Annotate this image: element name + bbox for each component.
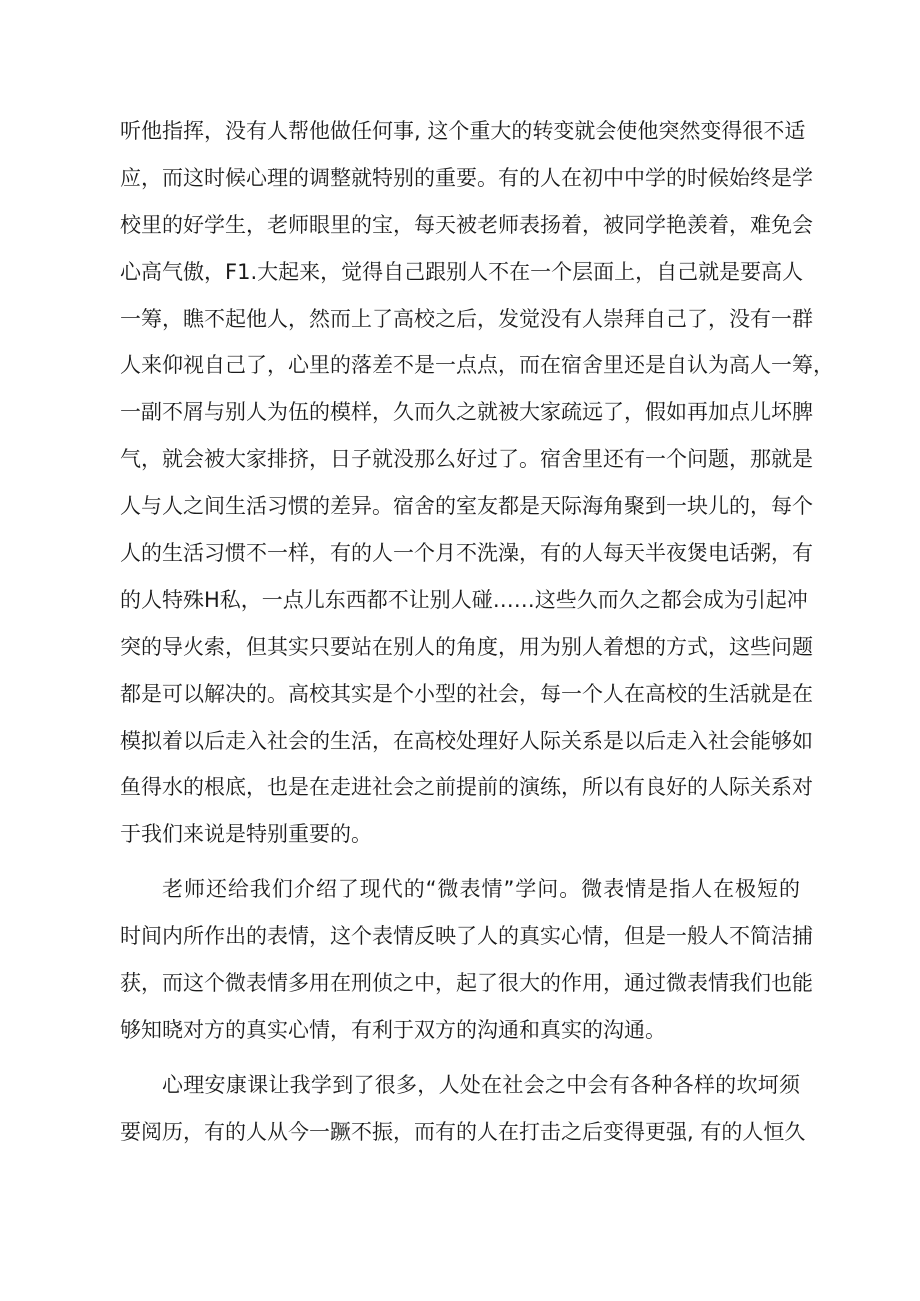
paragraph-gap	[120, 858, 800, 866]
paragraph-2-line-2: 时间内所作出的表情，这个表情反映了人的真实心情，但是一般人不简洁捕	[120, 924, 813, 949]
paragraph-1-line-3: 校里的好学生，老师眼里的宝，每天被老师表扬着，被同学艳羡着，难免会	[120, 212, 813, 237]
paragraph-1-line-15: 鱼得水的根底，也是在走进社会之前提前的演练，所以有良好的人际关系对	[120, 775, 813, 800]
paragraph-3-line-1: 心理安康课让我学到了很多，人处在社会之中会有各种各样的坎坷须	[162, 1072, 800, 1097]
paragraph-1-line-4: 心高气傲，F1.大起来，觉得自己跟别人不在一个层面上，自己就是要高人	[120, 259, 804, 284]
paragraph-1-line-2: 应，而这时候心理的调整就特别的重要。有的人在初中中学的时候始终是学	[120, 165, 813, 190]
paragraph-1-line-7: 一副不屑与别人为伍的模样，久而久之就被大家疏远了，假如再加点儿坏脾	[120, 400, 813, 425]
paragraph-1-line-13: 都是可以解决的。高校其实是个小型的社会，每一个人在高校的生活就是在	[120, 681, 813, 706]
paragraph-1-line-8: 气，就会被大家排挤，日子就没那么好过了。宿舍里还有一个问题，那就是	[120, 447, 813, 472]
paragraph-1-line-6: 人来仰视自己了，心里的落差不是一点点，而在宿舍里还是自认为高人一筹，	[120, 353, 834, 378]
document-body	[120, 108, 834, 1156]
paragraph-2-line-4: 够知晓对方的真实心情，有利于双方的沟通和真实的沟通。	[120, 1017, 666, 1042]
paragraph-1-line-14: 模拟着以后走入社会的生活，在高校处理好人际关系是以后走入社会能够如	[120, 728, 813, 753]
paragraph-1-line-11: 的人特殊H私，一点儿东西都不让别人碰……这些久而久之都会成为引起冲	[120, 587, 808, 612]
paragraph-1-line-10: 人的生活习惯不一样，有的人一个月不洗澡，有的人每天半夜煲电话粥，有	[120, 541, 813, 566]
paragraph-1-line-5: 一筹，瞧不起他人，然而上了高校之后，发觉没有人崇拜自己了，没有一群	[120, 306, 813, 331]
paragraph-1-line-9: 人与人之间生活习惯的差异。宿舍的室友都是天际海角聚到一块儿的，每个	[120, 494, 813, 519]
paragraph-gap	[120, 1054, 800, 1062]
paragraph-1-line-12: 突的导火索，但其实只要站在别人的角度，用为别人着想的方式，这些问题	[120, 634, 813, 659]
paragraph-2-line-1: 老师还给我们介绍了现代的“微表情”学问。微表情是指人在极短的	[162, 877, 800, 902]
paragraph-3-line-2: 要阅历，有的人从今一蹶不振，而有的人在打击之后变得更强, 有的人恒久	[120, 1119, 806, 1144]
paragraph-2-line-3: 获，而这个微表情多用在刑侦之中，起了很大的作用，通过微表情我们也能	[120, 971, 813, 996]
paragraph-1-line-1: 听他指挥，没有人帮他做任何事, 这个重大的转变就会使他突然变得很不适	[120, 119, 806, 143]
paragraph-1-line-16: 于我们来说是特别重要的。	[120, 822, 372, 847]
